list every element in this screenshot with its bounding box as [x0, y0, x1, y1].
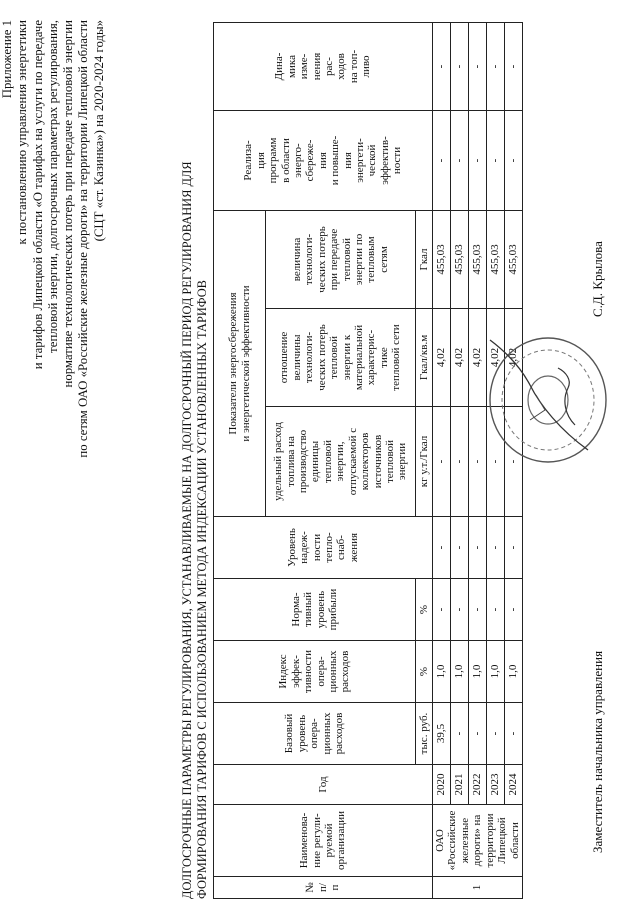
header-efficiency-index: Индекс эффек- тивности опера- ционных расходов	[214, 641, 416, 703]
loss-value-cell: 455,03	[451, 210, 469, 308]
appendix-line: (СЦТ «ст. Казинка») на 2020-2024 годы»	[91, 20, 106, 242]
norm-cell: -	[505, 579, 523, 641]
signature-position: Заместитель начальника управления	[590, 650, 605, 853]
header-base-level: Базовый уровень опера- ционных расходов	[214, 703, 416, 765]
document-title-line-1: ДОЛГОСРОЧНЫЕ ПАРАМЕТРЫ РЕГУЛИРОВАНИЯ, УСТАНАВЛИВАЕМЫЕ НА ДОЛГОСРОЧНЫЙ ПЕРИОД РЕГУЛИРОВАНИЯ ДЛЯ	[180, 161, 194, 899]
header-specific-fuel: удельный расход топлива на производство единицы тепловой энергии, отпускаемой с коллекторов источников тепловой энергии	[266, 407, 416, 517]
unit-norm: %	[416, 579, 433, 641]
year-cell: 2022	[469, 765, 487, 805]
appendix-line: по сетям ОАО «Российские железные дороги» на территории Липецкой области	[76, 20, 91, 458]
unit-specific-fuel: кг у.т./Гкал	[416, 407, 433, 517]
loss-value-cell: 455,03	[433, 210, 451, 308]
header-reliability: Уровень надеж- ности тепло- снаб- жения	[214, 517, 433, 579]
header-fuel-dynamics: Дина- мика изме- нения рас- ходов на топ- ливо	[214, 22, 433, 110]
year-cell: 2024	[505, 765, 523, 805]
header-loss-value: величина технологи- ческих потерь при передаче тепловой энергии по тепловым сетям	[266, 210, 416, 308]
reliability-cell: -	[433, 517, 451, 579]
specific-fuel-cell: -	[451, 407, 469, 517]
programs-cell: -	[451, 110, 469, 210]
header-year: Год	[214, 765, 433, 805]
base-cell: -	[487, 703, 505, 765]
index-cell: 1,0	[487, 641, 505, 703]
header-row-number: № п/ п	[214, 877, 433, 899]
header-normative-profit: Норма- тивный уровень прибыли	[214, 579, 416, 641]
base-cell: -	[505, 703, 523, 765]
appendix-line: к постановлению управления энергетики	[15, 20, 30, 245]
programs-cell: -	[469, 110, 487, 210]
base-cell: 39,5	[433, 703, 451, 765]
reliability-cell: -	[505, 517, 523, 579]
specific-fuel-cell: -	[469, 407, 487, 517]
loss-ratio-cell: 4,02	[469, 309, 487, 407]
unit-loss-ratio: Гкал/кв.м	[416, 309, 433, 407]
header-energy-efficiency-group: Показатели энергосбережения и энергетической эффективности	[214, 210, 266, 516]
specific-fuel-cell: -	[505, 407, 523, 517]
table-row	[451, 22, 469, 898]
loss-value-cell: 455,03	[469, 210, 487, 308]
year-cell: 2023	[487, 765, 505, 805]
norm-cell: -	[487, 579, 505, 641]
loss-ratio-cell: 4,02	[487, 309, 505, 407]
row-number-cell: 1	[433, 877, 523, 899]
header-loss-ratio: отношение величины технологи- ческих потерь тепловой энергии к материальной характерис- тике тепловой сети	[266, 309, 416, 407]
loss-ratio-cell: 4,02	[451, 309, 469, 407]
header-programs: Реализа- ция программ в области энерго- сбереже- ния и повыше- ния энергети- ческой эффектив- ности	[214, 110, 433, 210]
appendix-line: нормативе технологических потерь при передаче тепловой энергии	[61, 20, 76, 388]
dynamics-cell: -	[451, 22, 469, 110]
unit-loss-value: Гкал	[416, 210, 433, 308]
loss-value-cell: 455,03	[487, 210, 505, 308]
loss-ratio-cell: 4,02	[505, 309, 523, 407]
table-row	[433, 22, 451, 898]
index-cell: 1,0	[451, 641, 469, 703]
programs-cell: -	[433, 110, 451, 210]
specific-fuel-cell: -	[487, 407, 505, 517]
header-organization: Наименова- ние регули- руемой организации	[214, 805, 433, 877]
dynamics-cell: -	[487, 22, 505, 110]
year-cell: 2021	[451, 765, 469, 805]
programs-cell: -	[505, 110, 523, 210]
dynamics-cell: -	[505, 22, 523, 110]
base-cell: -	[451, 703, 469, 765]
dynamics-cell: -	[469, 22, 487, 110]
norm-cell: -	[433, 579, 451, 641]
appendix-line: и тарифов Липецкой области «О тарифах на услуги по передаче	[30, 20, 45, 370]
norm-cell: -	[469, 579, 487, 641]
organization-cell: ОАО «Российские железные дороги» на территории Липецкой области	[433, 805, 523, 877]
index-cell: 1,0	[469, 641, 487, 703]
dynamics-cell: -	[433, 22, 451, 110]
document-title-line-2: ФОРМИРОВАНИЯ ТАРИФОВ С ИСПОЛЬЗОВАНИЕМ МЕТОДА ИНДЕКСАЦИИ УСТАНОВЛЕННЫХ ТАРИФОВ	[195, 280, 209, 899]
signature-name: С.Д. Крылова	[590, 241, 605, 317]
reliability-cell: -	[469, 517, 487, 579]
year-cell: 2020	[433, 765, 451, 805]
unit-base: тыс. руб.	[416, 703, 433, 765]
appendix-line: Приложение 1	[0, 20, 14, 99]
appendix-line: тепловой энергии, долгосрочных параметрах регулирования,	[45, 20, 60, 353]
reliability-cell: -	[451, 517, 469, 579]
base-cell: -	[469, 703, 487, 765]
unit-index: %	[416, 641, 433, 703]
specific-fuel-cell: -	[433, 407, 451, 517]
index-cell: 1,0	[505, 641, 523, 703]
loss-ratio-cell: 4,02	[433, 309, 451, 407]
reliability-cell: -	[487, 517, 505, 579]
index-cell: 1,0	[433, 641, 451, 703]
programs-cell: -	[487, 110, 505, 210]
appendix-header	[0, 20, 107, 905]
norm-cell: -	[451, 579, 469, 641]
official-stamp-icon	[470, 325, 620, 480]
loss-value-cell: 455,03	[505, 210, 523, 308]
